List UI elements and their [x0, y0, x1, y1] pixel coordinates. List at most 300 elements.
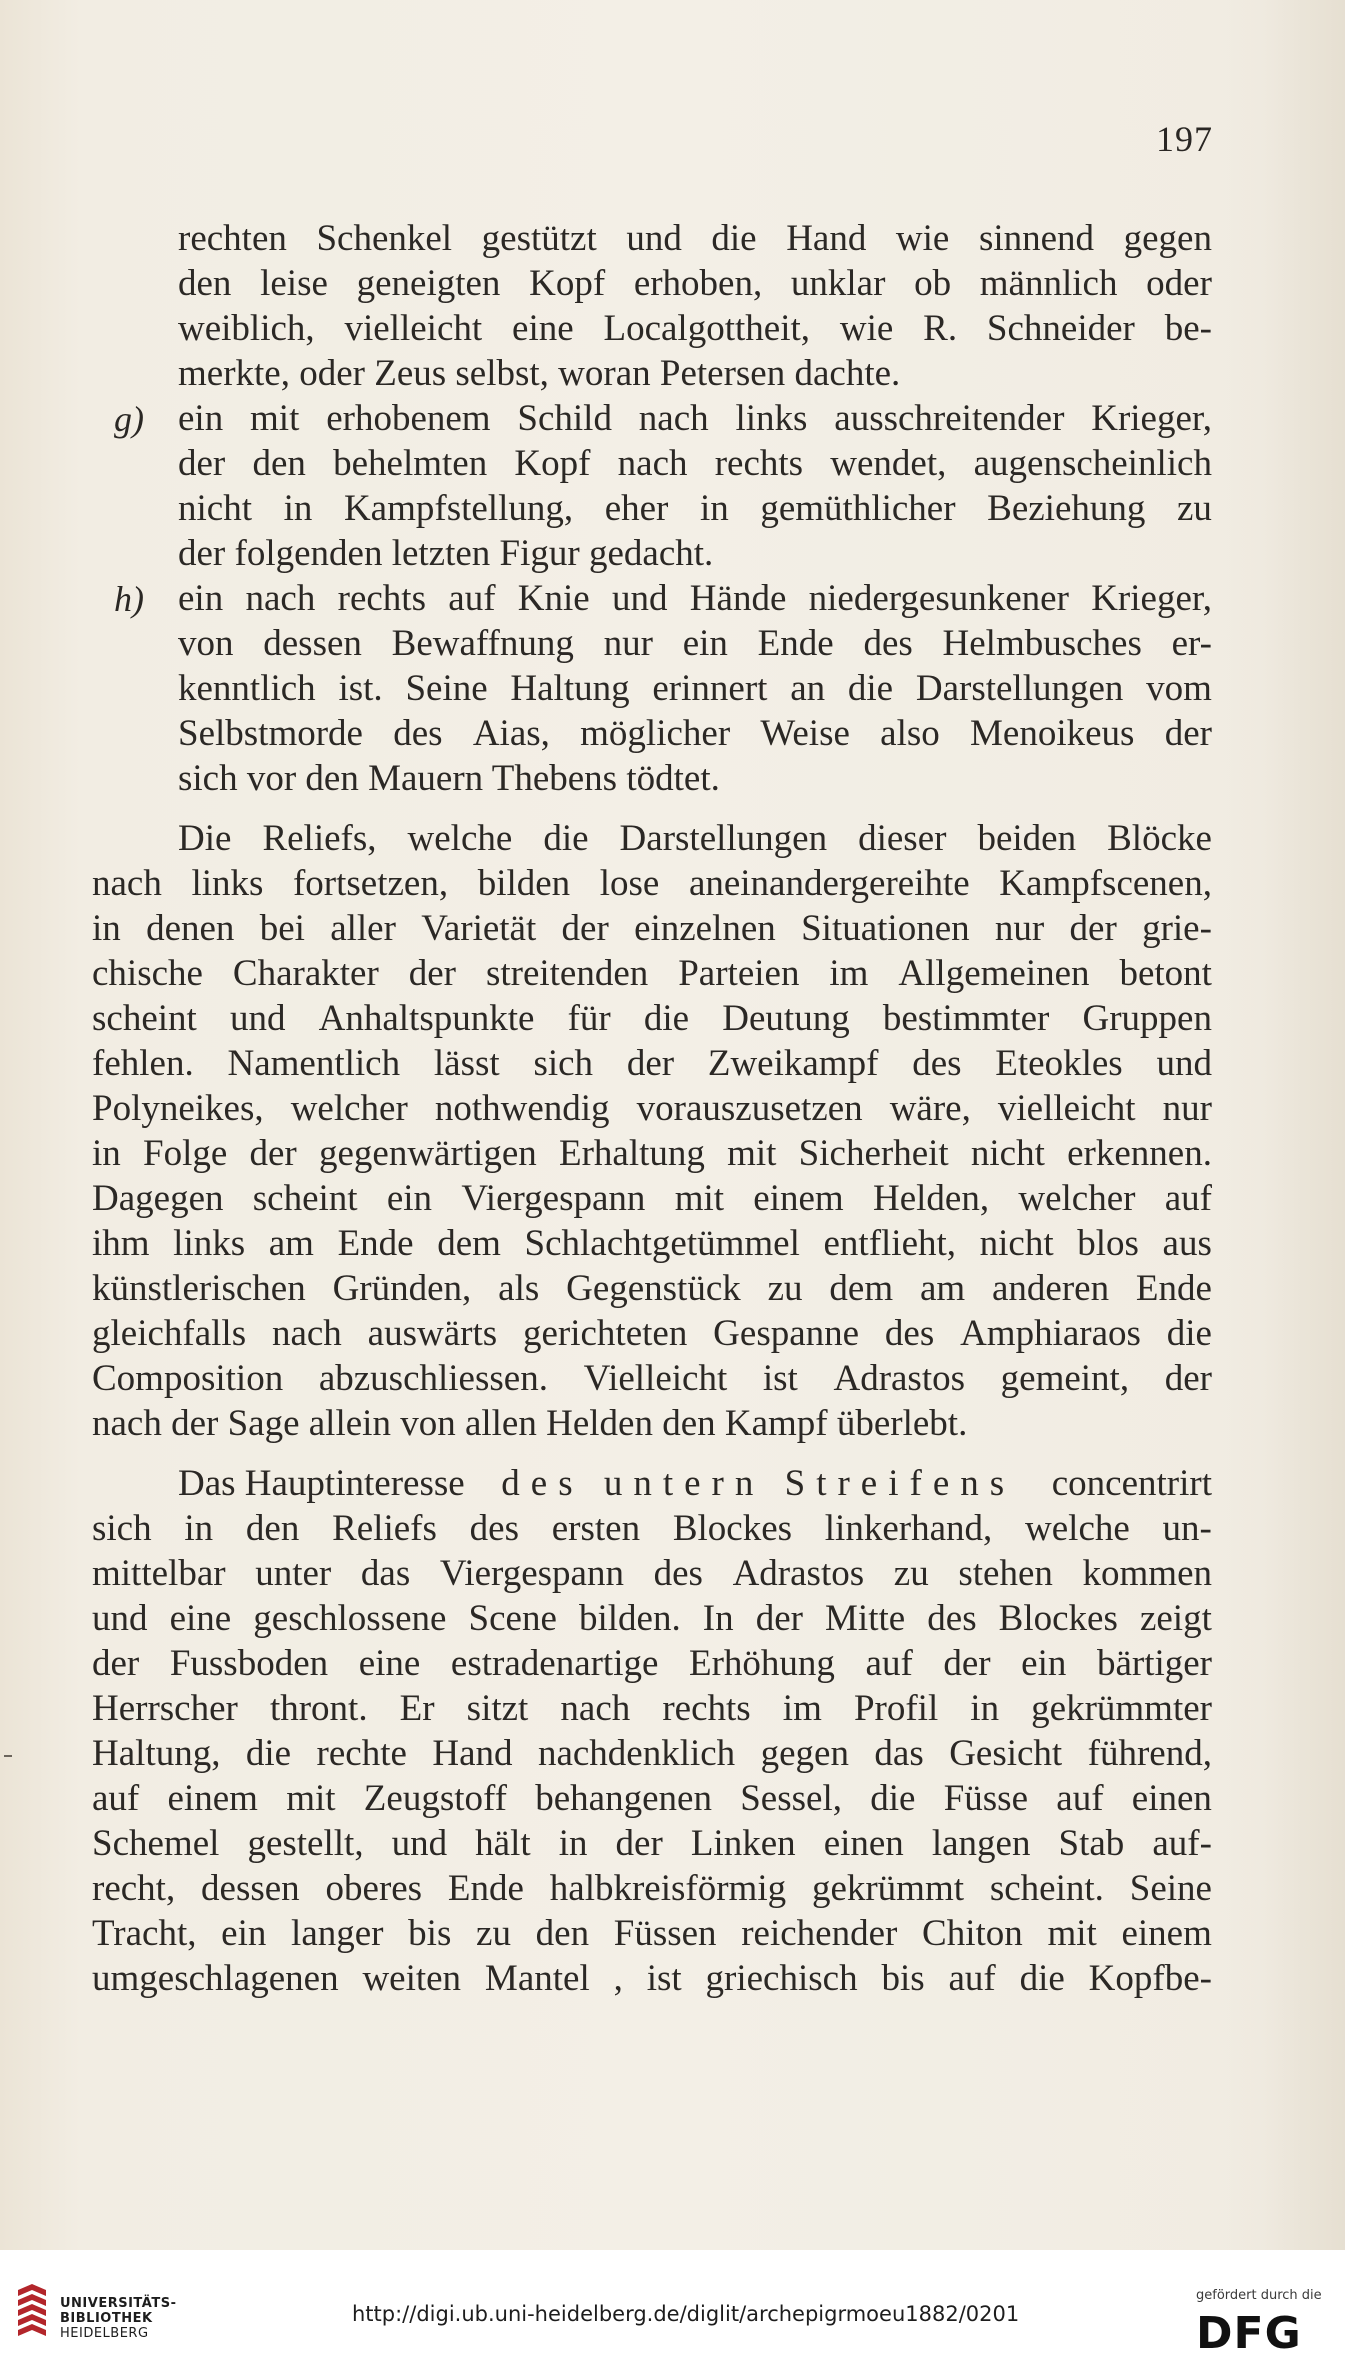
- word: Kopf: [529, 263, 606, 304]
- word: ob: [914, 263, 952, 304]
- word: links: [191, 863, 264, 904]
- word: Füssen: [613, 1913, 717, 1954]
- word: gegenwärtigen: [318, 1133, 537, 1174]
- word: geschlossene: [253, 1598, 447, 1639]
- text-line: [178, 622, 1212, 666]
- word: den: [178, 263, 232, 304]
- word: der: [249, 1133, 297, 1174]
- word: nur: [1162, 1088, 1212, 1129]
- word: Linken: [690, 1823, 796, 1864]
- word: Sicherheit: [798, 1133, 949, 1174]
- word: einzelnen: [634, 908, 776, 949]
- word: der: [178, 443, 226, 484]
- word: auf: [1056, 1778, 1104, 1819]
- text-line: [92, 952, 1212, 996]
- word: gekrümmt: [811, 1868, 965, 1909]
- word: gestellt,: [247, 1823, 364, 1864]
- word: erhobenem: [326, 398, 491, 439]
- word: als: [498, 1268, 540, 1309]
- word: unklar: [790, 263, 886, 304]
- library-name: [60, 2296, 176, 2341]
- word: Charakter: [232, 953, 379, 994]
- word: weiblich,: [178, 308, 315, 349]
- word: der: [408, 953, 456, 994]
- word: Dagegen: [92, 1178, 224, 1219]
- word: vielleicht: [997, 1088, 1136, 1129]
- word: auswärts: [367, 1313, 498, 1354]
- word: oberes: [325, 1868, 423, 1909]
- word: lässt: [433, 1043, 500, 1084]
- word: Ende: [757, 623, 834, 664]
- word: Er: [399, 1688, 435, 1729]
- word: fehlen.: [92, 1043, 194, 1084]
- text-line: [92, 862, 1212, 906]
- word: Deutung: [722, 998, 850, 1039]
- word: Schneider: [986, 308, 1135, 349]
- text-line: [178, 487, 1212, 531]
- word: wie: [895, 218, 950, 259]
- permalink-url[interactable]: http://digi.ub.uni-heidelberg.de/diglit/archepigrmoeu1882/0201: [352, 2302, 1020, 2326]
- word: Zweikampf: [707, 1043, 879, 1084]
- word: oder: [1146, 263, 1212, 304]
- word: im: [829, 953, 869, 994]
- word: Chiton: [922, 1913, 1023, 1954]
- word: hält: [475, 1823, 531, 1864]
- word: auf: [92, 1778, 140, 1819]
- word: betont: [1119, 953, 1212, 994]
- word: blos: [1077, 1223, 1139, 1264]
- word: Gründen,: [332, 1268, 472, 1309]
- word: nach: [245, 578, 316, 619]
- word: chische: [92, 953, 203, 994]
- word: einen: [823, 1823, 904, 1864]
- text-line: [178, 217, 1212, 261]
- word: wendet,: [830, 443, 947, 484]
- word: der: [626, 1043, 675, 1084]
- word: der: [561, 908, 609, 949]
- word: scheint: [252, 1178, 358, 1219]
- word: dessen: [263, 623, 362, 664]
- word: Haltung: [510, 668, 630, 709]
- word: in: [699, 488, 729, 529]
- word: Herrscher: [92, 1688, 238, 1729]
- word: des: [912, 1043, 962, 1084]
- word: Bewaffnung: [391, 623, 574, 664]
- word: Profil: [853, 1688, 939, 1729]
- word: und: [92, 1598, 148, 1639]
- word: erkennen.: [1067, 1133, 1212, 1174]
- word: die: [543, 818, 589, 859]
- word: des: [469, 1508, 519, 1549]
- word: wäre,: [889, 1088, 971, 1129]
- word: un-: [1162, 1508, 1212, 1549]
- word: Schild: [517, 398, 612, 439]
- word: links: [173, 1223, 246, 1264]
- word: Erhöhung: [689, 1643, 835, 1684]
- word: Mantel: [484, 1958, 590, 1999]
- word: Kampfscenen,: [999, 863, 1212, 904]
- word: das: [874, 1733, 924, 1774]
- word: Reliefs,: [262, 818, 377, 859]
- word: welche: [407, 818, 513, 859]
- word: Folge: [143, 1133, 228, 1174]
- word: sich: [92, 1508, 152, 1549]
- word: nicht: [979, 1223, 1054, 1264]
- text-segment: concentrirt: [1051, 1463, 1212, 1504]
- word: linkerhand,: [824, 1508, 993, 1549]
- word: gekrümmter: [1031, 1688, 1212, 1729]
- word: Composition: [92, 1358, 284, 1399]
- word: rechts: [714, 443, 804, 484]
- word: Hand: [432, 1733, 513, 1774]
- word: scheint.: [989, 1868, 1104, 1909]
- word: in: [558, 1823, 588, 1864]
- word: Anhaltspunkte: [318, 998, 535, 1039]
- word: den: [245, 1508, 300, 1549]
- word: nach: [271, 1313, 342, 1354]
- text-line: der folgenden letzten Figur gedacht.: [178, 533, 714, 574]
- word: eine: [358, 1643, 421, 1684]
- word: die: [643, 998, 690, 1039]
- word: Menoikeus: [970, 713, 1135, 754]
- word: umgeschlagenen: [92, 1958, 339, 1999]
- word: ein: [1021, 1643, 1067, 1684]
- margin-mark: [4, 1755, 12, 1757]
- word: Aias,: [472, 713, 550, 754]
- word: möglicher: [580, 713, 731, 754]
- word: entflieht,: [823, 1223, 957, 1264]
- word: Tracht,: [92, 1913, 197, 1954]
- word: aneinandergereihte: [688, 863, 970, 904]
- word: dem: [437, 1223, 501, 1264]
- word: scheint: [92, 998, 197, 1039]
- word: Viergespann: [439, 1553, 624, 1594]
- word: behelmten: [333, 443, 488, 484]
- word: mit: [286, 1778, 336, 1819]
- word: recht,: [92, 1868, 176, 1909]
- word: estradenartige: [450, 1643, 659, 1684]
- word: am: [268, 1223, 314, 1264]
- word: links: [735, 398, 808, 439]
- word: Localgottheit,: [603, 308, 811, 349]
- word: zu: [767, 1268, 803, 1309]
- word: Sessel,: [740, 1778, 842, 1819]
- word: nach: [92, 863, 162, 904]
- word: bilden: [477, 863, 571, 904]
- word: Zeugstoff: [363, 1778, 507, 1819]
- word: Hand: [786, 218, 867, 259]
- word: ersten: [551, 1508, 641, 1549]
- word: mit: [1047, 1913, 1097, 1954]
- word: nicht: [970, 1133, 1045, 1174]
- word: eine: [512, 308, 574, 349]
- word: Vielleicht: [583, 1358, 728, 1399]
- text-line: [92, 1597, 1212, 1641]
- word: ein: [178, 398, 224, 439]
- word: Amphiaraos: [960, 1313, 1141, 1354]
- word: rechte: [316, 1733, 407, 1774]
- word: dieser: [858, 818, 947, 859]
- text-line: [178, 712, 1212, 756]
- text-line: [92, 907, 1212, 951]
- word: auf: [1164, 1178, 1212, 1219]
- word: welche: [1025, 1508, 1130, 1549]
- text-line: [178, 442, 1212, 486]
- word: kommen: [1082, 1553, 1212, 1594]
- word: beiden: [977, 818, 1077, 859]
- text-line: [92, 1687, 1212, 1731]
- word: Reliefs: [332, 1508, 437, 1549]
- word: Blockes: [672, 1508, 793, 1549]
- text-line: [92, 1312, 1212, 1356]
- word: abzuschliessen.: [318, 1358, 548, 1399]
- word: Kopfbe-: [1088, 1958, 1212, 1999]
- word: thront.: [269, 1688, 368, 1729]
- word: gegen: [760, 1733, 849, 1774]
- word: gestützt: [481, 218, 597, 259]
- word: ein: [178, 578, 224, 619]
- list-item-label: g): [114, 399, 144, 439]
- text-line: [92, 1777, 1212, 1821]
- word: ein: [386, 1178, 433, 1219]
- word: Helden,: [872, 1178, 990, 1219]
- word: nach: [617, 443, 688, 484]
- word: die: [847, 668, 894, 709]
- word: führend,: [1087, 1733, 1212, 1774]
- word: ausschreitender: [834, 398, 1065, 439]
- text-line: [92, 1867, 1212, 1911]
- word: zeigt: [1139, 1598, 1212, 1639]
- word: in: [283, 488, 313, 529]
- word: der: [755, 1598, 803, 1639]
- text-line: [92, 1042, 1212, 1086]
- word: griechisch: [705, 1958, 858, 1999]
- word: Schemel: [92, 1823, 220, 1864]
- word: gerichteten: [522, 1313, 688, 1354]
- word: bis: [408, 1913, 452, 1954]
- word: und: [612, 578, 668, 619]
- word: der: [1164, 1358, 1212, 1399]
- text-line: [92, 1507, 1212, 1551]
- text-line: [178, 577, 1212, 621]
- text-line: [92, 1222, 1212, 1266]
- word: der: [943, 1643, 991, 1684]
- list-item-label: h): [114, 579, 144, 619]
- word: Ende: [337, 1223, 414, 1264]
- text-line: [178, 397, 1212, 441]
- library-name-line1: UNIVERSITÄTS-: [60, 2296, 177, 2311]
- word: Varietät: [421, 908, 537, 949]
- word: gemeint,: [1000, 1358, 1130, 1399]
- word: behangenen: [535, 1778, 712, 1819]
- text-line: [178, 262, 1212, 306]
- word: ist.: [338, 668, 383, 709]
- word: nachdenklich: [537, 1733, 736, 1774]
- word: Schenkel: [316, 218, 453, 259]
- word: nothwendig: [434, 1088, 610, 1129]
- word: kenntlich: [178, 668, 316, 709]
- word: ein: [221, 1913, 267, 1954]
- word: auf: [948, 1958, 996, 1999]
- word: Weise: [760, 713, 850, 754]
- word: sich: [533, 1043, 594, 1084]
- word: vorauszusetzen: [636, 1088, 863, 1129]
- word: einem: [753, 1178, 844, 1219]
- word: einem: [167, 1778, 258, 1819]
- word: der: [1069, 908, 1117, 949]
- word: Gespanne: [713, 1313, 860, 1354]
- word: erhoben,: [633, 263, 763, 304]
- text-line: [92, 1267, 1212, 1311]
- word: des: [863, 623, 913, 664]
- word: Gesicht: [949, 1733, 1063, 1774]
- word: Haltung,: [92, 1733, 221, 1774]
- word: den: [535, 1913, 590, 1954]
- word: zu: [1176, 488, 1212, 529]
- word: Darstellungen: [915, 668, 1124, 709]
- word: Erhaltung: [558, 1133, 705, 1174]
- word: Krieger,: [1091, 578, 1212, 619]
- text-line: [178, 1462, 1212, 1506]
- text-line: [178, 307, 1212, 351]
- text-line: [92, 1177, 1212, 1221]
- word: Stab: [1058, 1823, 1125, 1864]
- word: erinnert: [652, 668, 768, 709]
- word: gemüthlicher: [760, 488, 956, 529]
- word: Namentlich: [227, 1043, 401, 1084]
- word: ein: [682, 623, 728, 664]
- word: sinnend: [978, 218, 1095, 259]
- word: aller: [330, 908, 396, 949]
- word: bestimmter: [882, 998, 1050, 1039]
- word: streitenden: [485, 953, 649, 994]
- word: dessen: [201, 1868, 300, 1909]
- word: langer: [291, 1913, 384, 1954]
- word: Hände: [689, 578, 787, 619]
- word: Schlachtgetümmel: [524, 1223, 800, 1264]
- word: langen: [931, 1823, 1031, 1864]
- word: Allgemeinen: [898, 953, 1090, 994]
- word: nach: [638, 398, 709, 439]
- word: aus: [1162, 1223, 1212, 1264]
- word: des: [393, 713, 443, 754]
- word: nur: [603, 623, 653, 664]
- text-line: sich vor den Mauern Thebens tödtet.: [178, 758, 720, 799]
- word: Kampfstellung,: [343, 488, 574, 529]
- word: in: [92, 908, 121, 949]
- word: ist: [762, 1358, 798, 1399]
- funding-caption: gefördert durch die: [1196, 2288, 1322, 2303]
- word: Viergespann: [461, 1178, 646, 1219]
- word: nur: [994, 908, 1045, 949]
- word: von: [178, 623, 234, 664]
- text-line: [92, 1087, 1212, 1131]
- text-line: merkte, oder Zeus selbst, woran Petersen dachte.: [178, 353, 901, 394]
- word: und: [229, 998, 286, 1039]
- word: und: [391, 1823, 448, 1864]
- word: auf: [448, 578, 496, 619]
- text-line: [92, 1552, 1212, 1596]
- word: mit: [250, 398, 300, 439]
- page-number: 197: [1156, 119, 1213, 159]
- word: bei: [259, 908, 305, 949]
- word: leise: [260, 263, 328, 304]
- word: wie: [839, 308, 894, 349]
- word: auf: [865, 1643, 913, 1684]
- text-line: nach der Sage allein von allen Helden den Kampf überlebt.: [92, 1403, 968, 1444]
- word: In: [702, 1598, 734, 1639]
- word: Adrastos: [833, 1358, 966, 1399]
- text-line: [92, 1132, 1212, 1176]
- word: männlich: [979, 263, 1118, 304]
- word: Adrastos: [732, 1553, 865, 1594]
- word: be-: [1164, 308, 1212, 349]
- text-line: [92, 1357, 1212, 1401]
- word: Knie: [517, 578, 590, 619]
- word: gegen: [1123, 218, 1212, 259]
- word: fortsetzen,: [292, 863, 449, 904]
- text-line: [92, 1912, 1212, 1956]
- word: Polyneikes,: [92, 1088, 264, 1129]
- text-line: [178, 667, 1212, 711]
- word: Helmbusches: [942, 623, 1142, 664]
- text-line: [178, 817, 1212, 861]
- word: er-: [1171, 623, 1212, 664]
- word: rechten: [178, 218, 287, 259]
- word: Ende: [447, 1868, 524, 1909]
- word: die: [870, 1778, 916, 1819]
- word: rechts: [337, 578, 426, 619]
- word: die: [1019, 1958, 1065, 1999]
- word: bis: [881, 1958, 925, 1999]
- word: Selbstmorde: [178, 713, 363, 754]
- word: Füsse: [943, 1778, 1029, 1819]
- word: künstlerischen: [92, 1268, 306, 1309]
- word: vielleicht: [344, 308, 483, 349]
- word: Situationen: [801, 908, 970, 949]
- word: stehen: [958, 1553, 1053, 1594]
- word: bilden.: [578, 1598, 681, 1639]
- word: also: [880, 713, 940, 754]
- text-line: [92, 1957, 1212, 2001]
- text-line: [92, 1732, 1212, 1776]
- word: des: [653, 1553, 703, 1594]
- word: einen: [1131, 1778, 1212, 1819]
- dfg-logo: DFG: [1196, 2308, 1302, 2359]
- university-library-logo-icon: [12, 2282, 52, 2346]
- word: unter: [255, 1553, 332, 1594]
- word: Die: [178, 818, 232, 859]
- word: des: [927, 1598, 977, 1639]
- word: die: [245, 1733, 292, 1774]
- word: anderen: [991, 1268, 1110, 1309]
- word: geneigten: [356, 263, 501, 304]
- word: vom: [1146, 668, 1212, 709]
- word: mittelbar: [92, 1553, 226, 1594]
- word: eine: [169, 1598, 232, 1639]
- word: der: [615, 1823, 663, 1864]
- library-name-line2: BIBLIOTHEK: [60, 2311, 153, 2326]
- page-edge-shadow: [1215, 0, 1345, 2250]
- word: rechts: [662, 1688, 751, 1729]
- word: in: [92, 1133, 121, 1174]
- word: ,: [613, 1958, 623, 1999]
- word: der: [1164, 713, 1212, 754]
- text-line: [92, 1822, 1212, 1866]
- word: Blockes: [998, 1598, 1118, 1639]
- word: der: [92, 1643, 140, 1684]
- word: Eteokles: [995, 1043, 1123, 1084]
